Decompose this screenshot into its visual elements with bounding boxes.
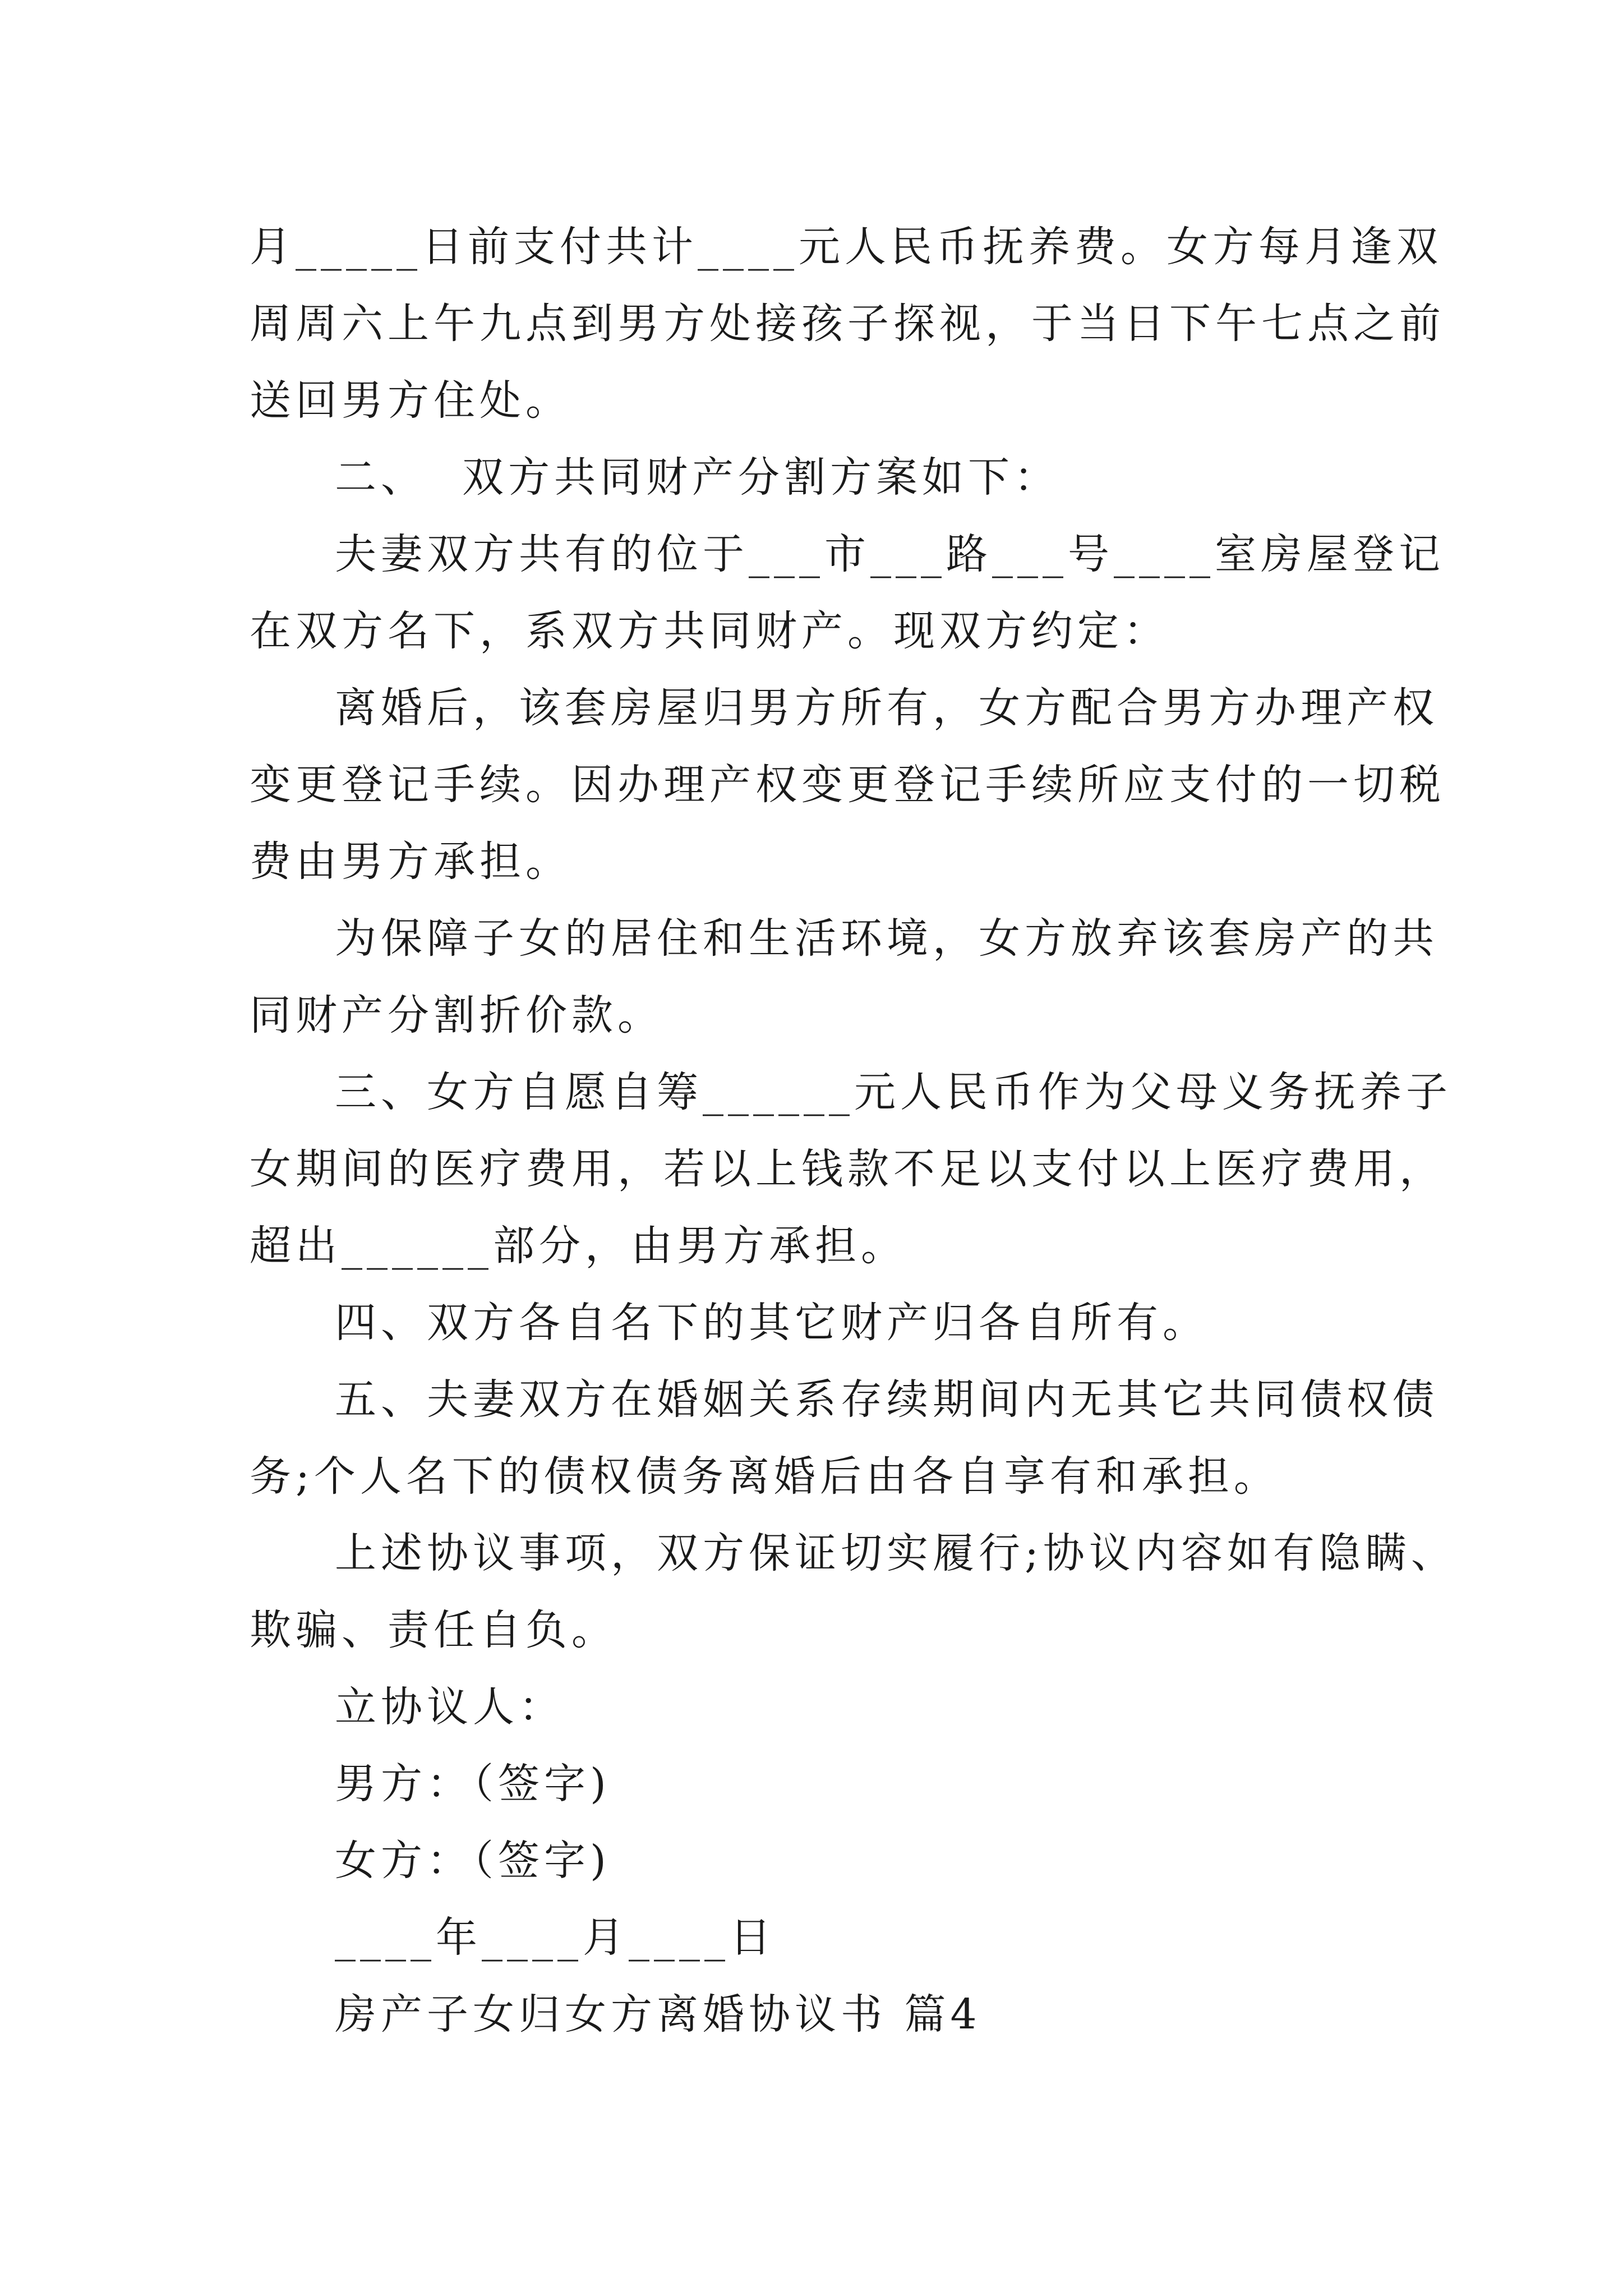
document-body (250, 209, 1457, 2053)
paragraph-line: 周周六上午九点到男方处接孩子探视，于当日下午七点之前 (250, 300, 1445, 348)
paragraph-line: 费由男方承担。 (250, 838, 571, 886)
date-line: ____年____月____日 (335, 1913, 776, 1962)
paragraph-line: 变更登记手续。因办理产权变更登记手续所应支付的一切税 (250, 761, 1445, 809)
paragraph-line: 超出______部分，由男方承担。 (250, 1222, 907, 1270)
paragraph-line: 夫妻双方共有的位于___市___路___号____室房屋登记 (335, 530, 1445, 578)
male-party-signature: 男方：（签字) (335, 1760, 611, 1808)
paragraph-line: 务;个人名下的债权债务离婚后由各自享有和承担。 (250, 1452, 1280, 1501)
female-party-signature: 女方：（签字) (335, 1837, 611, 1885)
paragraph-line: 同财产分割折价款。 (250, 991, 663, 1039)
paragraph-line: 上述协议事项，双方保证切实履行;协议内容如有隐瞒、 (335, 1529, 1457, 1577)
next-section-title: 房产子女归女方离婚协议书 篇4 (335, 1990, 981, 2039)
section-5-line: 五、夫妻双方在婚姻关系存续期间内无其它共同债权债 (335, 1375, 1438, 1424)
paragraph-line: 送回男方住处。 (250, 376, 571, 425)
paragraph-line: 月_____日前支付共计____元人民币抚养费。女方每月逢双 (250, 223, 1442, 271)
paragraph-line: 离婚后，该套房屋归男方所有，女方配合男方办理产权 (335, 684, 1438, 732)
paragraph-line: 女期间的医疗费用，若以上钱款不足以支付以上医疗费用， (250, 1145, 1445, 1193)
paragraph-line: 为保障子女的居住和生活环境，女方放弃该套房产的共 (335, 914, 1438, 963)
section-heading-2: 二、 双方共同财产分割方案如下： (335, 453, 1061, 501)
paragraph-line: 在双方名下，系双方共同财产。现双方约定： (250, 607, 1169, 655)
signatories-label: 立协议人： (335, 1683, 565, 1731)
paragraph-line: 欺骗、责任自负。 (250, 1606, 617, 1654)
section-4-line: 四、双方各自名下的其它财产归各自所有。 (335, 1299, 1209, 1347)
section-3-line: 三、女方自愿自筹______元人民币作为父母义务抚养子 (335, 1068, 1452, 1116)
